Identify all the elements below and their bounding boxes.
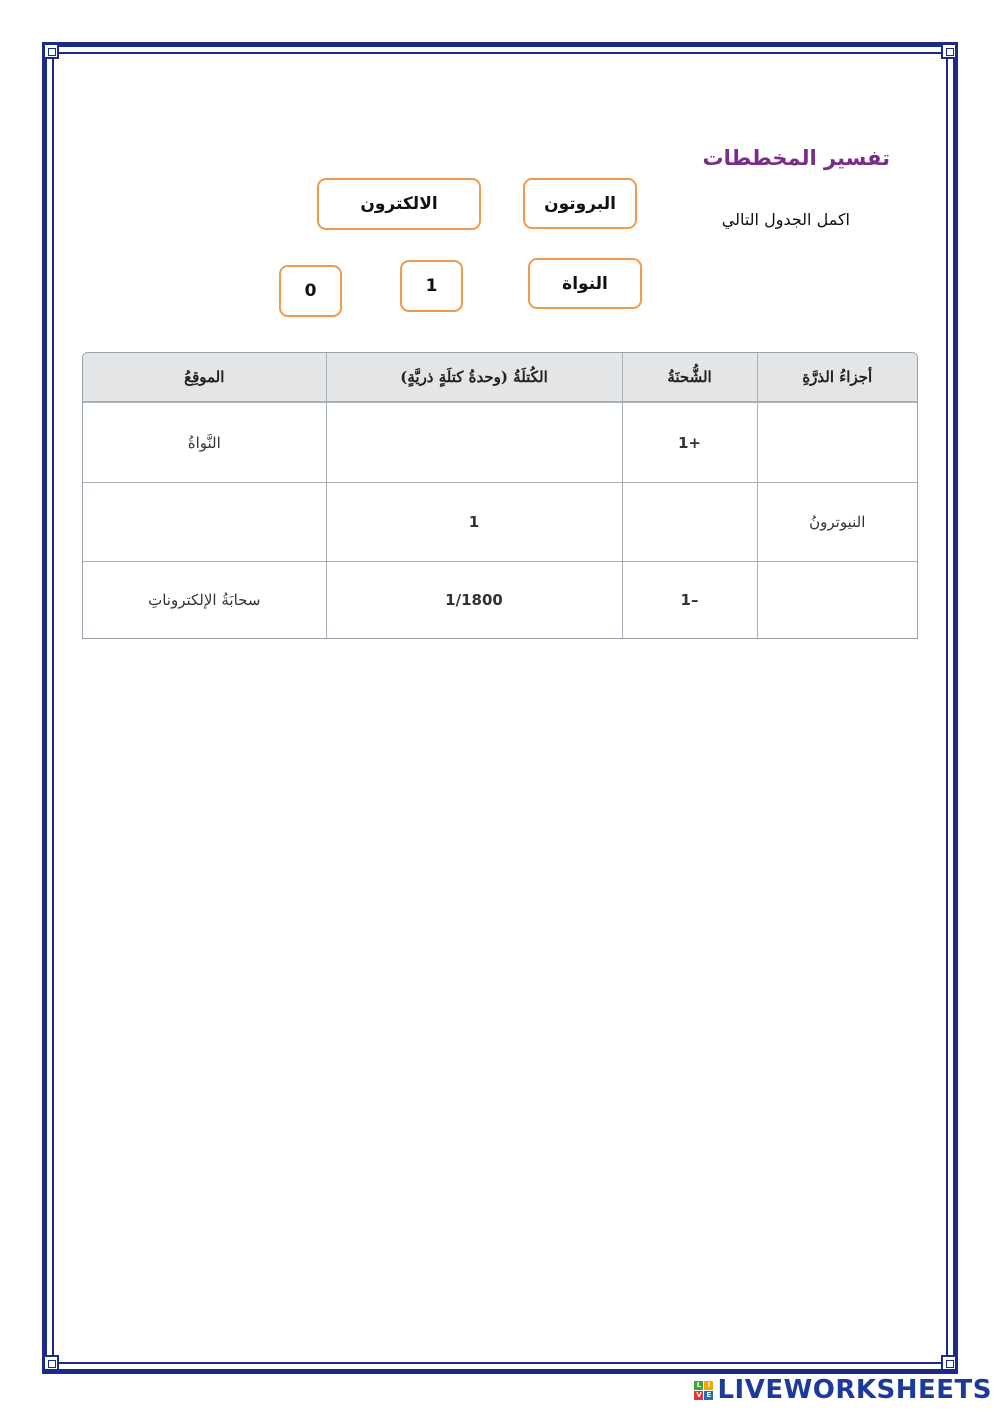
- table-header-row: [83, 353, 917, 402]
- word-chip-zero[interactable]: 0: [279, 265, 342, 317]
- liveworksheets-grid-icon: L I V E: [694, 1381, 713, 1400]
- atom-parts-table: [82, 352, 918, 639]
- corner-ornament-bottom-right: [941, 1355, 957, 1371]
- corner-ornament-top-right: [941, 43, 957, 59]
- page-title: تفسير المخططات: [702, 146, 890, 170]
- corner-ornament-top-left: [43, 43, 59, 59]
- answer-drop-cell[interactable]: [622, 483, 757, 562]
- word-chip-electron[interactable]: الالكترون: [317, 178, 481, 230]
- header-atom-parts: أجزاءُ الذرَّةِ: [757, 353, 917, 402]
- corner-ornament-bottom-left: [43, 1355, 59, 1371]
- instruction-text: اكمل الجدول التالي: [721, 210, 850, 229]
- liveworksheets-logo: [694, 1375, 992, 1405]
- table-row: [83, 483, 917, 562]
- brand-name: LIVEWORKSHEETS: [717, 1375, 992, 1405]
- header-mass: الكُتلَةُ (وحدةُ كتلَةٍ ذريَّةٍ): [326, 353, 622, 402]
- word-chip-one[interactable]: 1: [400, 260, 463, 312]
- charge-cell: –1: [622, 561, 757, 638]
- answer-drop-cell[interactable]: [83, 483, 326, 562]
- location-cell: النَّواةُ: [187, 433, 221, 452]
- header-location: الموقِعُ: [83, 353, 326, 402]
- word-chip-nucleus[interactable]: النواة: [528, 258, 642, 309]
- part-name-cell: النيوترونُ: [757, 483, 917, 562]
- charge-cell: +1: [622, 402, 757, 483]
- header-charge: الشُّحنَةُ: [622, 353, 757, 402]
- word-chip-proton[interactable]: البروتون: [523, 178, 637, 229]
- mass-cell: 1: [326, 483, 622, 562]
- answer-drop-cell[interactable]: [757, 402, 917, 483]
- answer-drop-cell[interactable]: [757, 561, 917, 638]
- location-cell: سحابَةُ الإلكتروناتِ: [83, 561, 326, 638]
- table-row: [83, 402, 917, 483]
- table-row: [83, 561, 917, 638]
- page-border-inner: [52, 52, 948, 1364]
- mass-cell: 1/1800: [326, 561, 622, 638]
- answer-drop-cell[interactable]: [326, 402, 622, 483]
